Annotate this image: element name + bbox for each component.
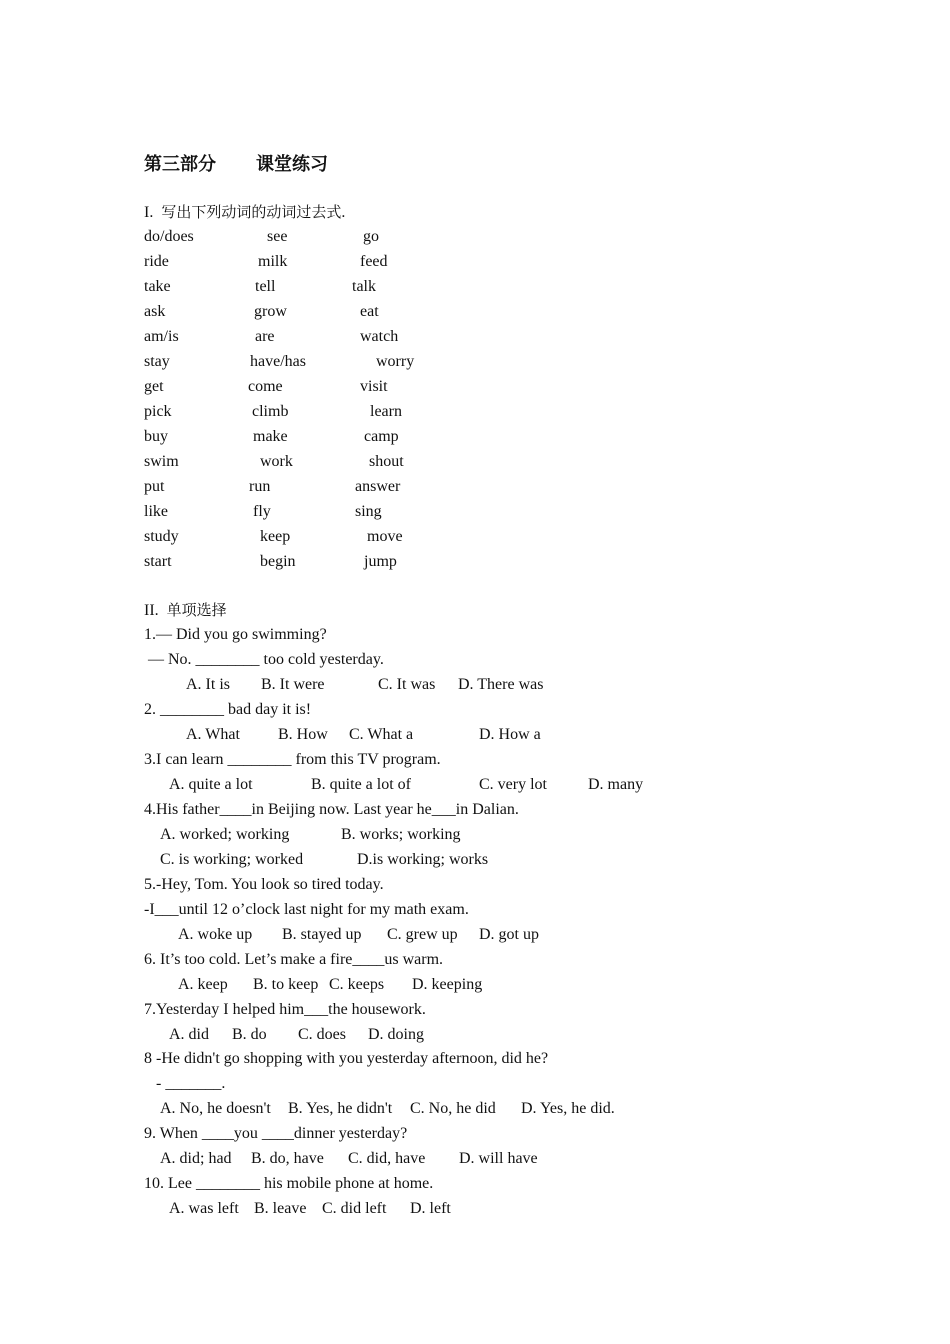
q2-option-a: A. What (186, 726, 240, 743)
verb-cell: answer (355, 478, 401, 495)
verb-cell: have/has (250, 353, 306, 370)
q3-option-a: A. quite a lot (169, 776, 253, 793)
q5-option-d: D. got up (479, 926, 539, 943)
verb-cell: grow (254, 303, 287, 320)
verb-cell: come (248, 378, 283, 395)
section1-heading-text: 写出下列动词的动词过去式 (161, 203, 342, 221)
verb-cell: eat (360, 303, 379, 320)
title-name: 课堂练习 (256, 154, 328, 175)
section1-num: I. (144, 204, 154, 221)
q8-option-d: D. Yes, he did. (521, 1100, 615, 1117)
q1-option-b: B. It were (261, 676, 325, 693)
q9-option-b: B. do, have (251, 1150, 324, 1167)
q1-option-d: D. There was (458, 676, 544, 693)
verb-cell: see (267, 228, 288, 245)
q4-option-a: A. worked; working (160, 826, 290, 843)
q4-option-c: C. is working; worked (160, 851, 304, 868)
q8-reply: - _______. (156, 1075, 226, 1092)
verb-cell: sing (355, 503, 382, 520)
q3-option-b: B. quite a lot of (311, 776, 411, 793)
q2-stem: 2. ________ bad day it is! (144, 701, 312, 718)
verb-cell: study (144, 528, 179, 545)
q5-reply: -I___until 12 o’clock last night for my math exam. (144, 901, 469, 918)
q1-option-a: A. It is (186, 676, 230, 693)
q6-option-a: A. keep (178, 976, 228, 993)
q10-option-a: A. was left (169, 1200, 239, 1217)
verb-cell: make (253, 428, 288, 445)
verb-cell: tell (255, 278, 276, 295)
q9-option-c: C. did, have (348, 1150, 426, 1167)
q3-option-d: D. many (588, 776, 644, 793)
verb-cell: move (367, 528, 403, 545)
verb-cell: talk (352, 278, 376, 295)
q2-option-b: B. How (278, 726, 328, 743)
verb-cell: run (249, 478, 271, 495)
q7-option-b: B. do (232, 1026, 267, 1043)
verb-cell: get (144, 378, 164, 395)
q1-reply: — No. ________ too cold yesterday. (148, 651, 384, 668)
q8-stem: 8 -He didn't go shopping with you yesterday afternoon, did he? (144, 1050, 549, 1067)
verb-cell: swim (144, 453, 179, 470)
verb-cell: am/is (144, 328, 179, 345)
verb-cell: do/does (144, 228, 194, 245)
q4-option-d: D.is working; works (357, 851, 489, 868)
verb-cell: pick (144, 403, 172, 420)
verb-cell: worry (376, 353, 415, 370)
verb-cell: learn (370, 403, 402, 420)
q6-option-b: B. to keep (253, 976, 319, 993)
verb-cell: visit (360, 378, 388, 395)
q1-option-c: C. It was (378, 676, 436, 693)
q4-stem: 4.His father____in Beijing now. Last year he___in Dalian. (144, 801, 519, 818)
verb-cell: camp (364, 428, 399, 445)
q6-stem: 6. It’s too cold. Let’s make a fire____us warm. (144, 951, 444, 968)
q9-stem: 9. When ____you ____dinner yesterday? (144, 1125, 408, 1142)
q6-option-c: C. keeps (329, 976, 385, 993)
q8-option-a: A. No, he doesn't (160, 1100, 271, 1117)
verb-cell: feed (360, 253, 388, 270)
q9-option-d: D. will have (459, 1150, 538, 1167)
verb-cell: take (144, 278, 171, 295)
section1-heading (144, 202, 345, 223)
q7-option-d: D. doing (368, 1026, 424, 1043)
q5-option-b: B. stayed up (282, 926, 362, 943)
verb-cell: fly (253, 503, 271, 520)
verb-cell: put (144, 478, 165, 495)
verb-cell: shout (369, 453, 404, 470)
q10-stem: 10. Lee ________ his mobile phone at home. (144, 1175, 434, 1192)
q7-option-a: A. did (169, 1026, 209, 1043)
q5-option-a: A. woke up (178, 926, 253, 943)
q2-option-d: D. How a (479, 726, 541, 743)
q9-option-a: A. did; had (160, 1150, 232, 1167)
q5-option-c: C. grew up (387, 926, 458, 943)
verb-cell: work (260, 453, 293, 470)
verb-cell: stay (144, 353, 170, 370)
q3-option-c: C. very lot (479, 776, 547, 793)
page-title (144, 150, 328, 176)
q2-option-c: C. What a (349, 726, 414, 743)
q8-option-b: B. Yes, he didn't (288, 1100, 393, 1117)
q7-stem: 7.Yesterday I helped him___the housework. (144, 1001, 426, 1018)
verb-cell: go (363, 228, 379, 245)
q10-option-c: C. did left (322, 1200, 387, 1217)
verb-cell: are (255, 328, 275, 345)
q4-option-b: B. works; working (341, 826, 461, 843)
q7-option-c: C. does (298, 1026, 346, 1043)
verb-cell: buy (144, 428, 168, 445)
q6-option-d: D. keeping (412, 976, 483, 993)
q10-option-b: B. leave (254, 1200, 307, 1217)
title-part: 第三部分 (144, 154, 216, 175)
q1-stem: 1.— Did you go swimming? (144, 626, 327, 643)
section2-heading-text: 单项选择 (166, 601, 227, 619)
verb-cell: ask (144, 303, 166, 320)
q8-option-c: C. No, he did (410, 1100, 496, 1117)
section1-period: . (341, 204, 346, 221)
q3-stem: 3.I can learn ________ from this TV program. (144, 751, 441, 768)
q10-option-d: D. left (410, 1200, 451, 1217)
verb-cell: climb (252, 403, 289, 420)
section2-heading (144, 600, 227, 621)
verb-cell: begin (260, 553, 296, 570)
verb-cell: like (144, 503, 168, 520)
verb-cell: ride (144, 253, 169, 270)
section2-num: II. (144, 602, 159, 619)
verb-cell: start (144, 553, 172, 570)
verb-cell: milk (258, 253, 288, 270)
q5-stem: 5.-Hey, Tom. You look so tired today. (144, 876, 384, 893)
verb-cell: keep (260, 528, 291, 545)
verb-cell: jump (364, 553, 397, 570)
verb-cell: watch (360, 328, 399, 345)
